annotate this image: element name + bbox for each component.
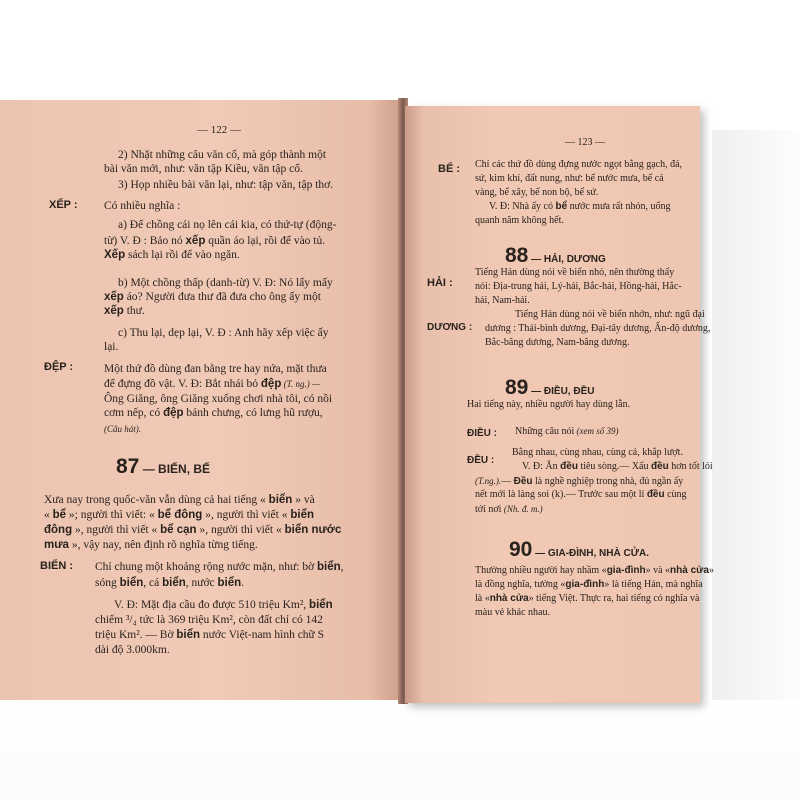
entry-headword-deu: ĐỀU : xyxy=(467,455,495,466)
entry-headword-duong: DƯƠNG : xyxy=(427,322,473,333)
text-line: Xưa nay trong quốc-văn vẫn dùng cả hai tiếng « biển » và xyxy=(44,494,315,506)
entry-headword-be: BỂ : xyxy=(438,163,460,175)
page-number: — 123 — xyxy=(565,137,605,148)
section-heading-87: 87 — BIỂN, BỂ xyxy=(116,455,211,478)
text-line: quanh năm không hết. xyxy=(475,215,564,226)
text-line: sóng biển, cá biển, nước biển. xyxy=(95,577,245,589)
text-line: b) Một chồng thấp (danh-từ) V. Đ: Nó lấy mấy xyxy=(118,277,333,289)
left-page xyxy=(0,100,400,700)
entry-headword-dep: ĐỆP : xyxy=(44,361,74,373)
text-line: « bể »; người thì viết: « bể đông », người thì viết « biển xyxy=(44,509,314,521)
text-line: Những câu nói (xem số 39) xyxy=(515,426,619,437)
text-line: (Câu hát). xyxy=(104,424,141,434)
text-line: 3) Họp nhiều bài văn lại, như: tập văn, tập thơ. xyxy=(118,179,334,191)
text-line: mưa », vậy nay, nên định rõ nghĩa từng tiếng. xyxy=(44,539,258,551)
text-line: là đồng nghĩa, tưởng «gia-đình» là tiếng Hán, mà nghĩa xyxy=(475,579,703,590)
text-line: đông », người thì viết « bể cạn », người thì viết « biển nước xyxy=(44,524,342,536)
text-line: Tiếng Hán dùng nói về biển nhớn, như: ngũ đại xyxy=(515,309,705,320)
text-line: tới nơi (Nh. đ. m.) xyxy=(475,504,543,515)
text-line: Xếp sách lại rồi để vào ngăn. xyxy=(104,249,240,261)
text-line: Bằng nhau, cùng nhau, cùng cả, khắp lượt. xyxy=(512,447,683,458)
text-line: chiếm ³/₄ tức là 369 triệu Km², còn đất chỉ có 142 xyxy=(95,614,323,626)
text-line: bài văn mới, như: văn tập Kiều, văn tập cổ. xyxy=(104,163,303,175)
text-line: Thường nhiều người hay nhầm «gia-đình» và «nhà cửa» xyxy=(475,565,714,576)
text-line: V. Đ: Mặt địa cầu đo được 510 triệu Km², biển xyxy=(114,599,333,611)
background-surface xyxy=(712,130,800,700)
text-line: màu vẻ khác nhau. xyxy=(475,607,550,618)
text-line: nết mới là làng soi (k).— Trước sau một lỉ đều cùng xyxy=(475,489,687,500)
text-line: Hai tiếng này, nhiều người hay dùng lẫn. xyxy=(467,399,631,410)
text-line: cơm nếp, có đệp bánh chưng, có lưng hũ rượu, xyxy=(104,407,323,419)
section-heading-90: 90 — GIA-ĐÌNH, NHÀ CỬA. xyxy=(509,538,649,561)
section-heading-88: 88 — HẢI, DƯƠNG xyxy=(505,244,606,267)
text-line: Có nhiều nghĩa : xyxy=(104,200,181,212)
right-page xyxy=(405,106,714,703)
text-line: Chỉ chung một khoảng rộng nước mặn, như: bờ biển, xyxy=(95,561,344,573)
text-line: sứ, kim khí, đất nung, như: bể nước mưa, bể cá xyxy=(475,173,664,184)
text-line: dương : Thái-bình dương, Đại-tây dương, Ấn-độ dương, xyxy=(485,323,711,334)
text-line: triệu Km². — Bờ biển nước Việt-nam hình chữ S xyxy=(95,629,325,641)
entry-headword-xep: XẾP : xyxy=(49,199,78,211)
table-surface xyxy=(0,700,800,800)
text-line: Tiếng Hán dùng nói về biển nhỏ, nên thường thấy xyxy=(475,267,675,278)
text-line: xếp thư. xyxy=(104,305,145,317)
text-line: từ) V. Đ : Bảo nó xếp quần áo lại, rồi để vào tủ. xyxy=(104,235,326,247)
text-line: V. Đ: Ăn đều tiêu sòng.— Xấu đều hơn tốt lỏi xyxy=(522,461,713,472)
text-line: xếp áo? Người đưa thư đã đưa cho ông ấy một xyxy=(104,291,321,303)
text-line: là «nhà cửa» tiếng Việt. Thực ra, hai tiếng có nghĩa và xyxy=(475,593,700,604)
text-line: 2) Nhặt những câu văn cổ, mà góp thành một xyxy=(118,149,327,161)
text-line: dài độ 3.000km. xyxy=(95,644,170,656)
text-line: (T.ng.).— Đều là nghề nghiệp trong nhà, đủ ngần ấy xyxy=(475,476,684,487)
entry-headword-bien: BIỂN : xyxy=(40,560,73,572)
page-number: — 122 — xyxy=(197,124,241,136)
text-line: a) Để chồng cái nọ lên cái kia, có thứ-tự (động- xyxy=(118,219,337,231)
text-line: Chỉ các thứ đồ dùng đựng nước ngọt bằng gạch, đá, xyxy=(475,159,683,170)
text-line: Bắc-băng dương, Nam-băng dương. xyxy=(485,337,630,348)
section-heading-89: 89 — ĐIỀU, ĐỀU xyxy=(505,376,595,399)
text-line: vàng, bể xây, bể non bộ, bể sứ. xyxy=(475,187,599,198)
text-line: lại. xyxy=(104,341,119,353)
text-line: c) Thu lại, dẹp lại, V. Đ : Anh hãy xếp việc ấy xyxy=(118,327,329,339)
entry-headword-dieu: ĐIỀU : xyxy=(467,428,497,439)
text-line: Ông Giăng, ông Giăng xuống chơi nhà tôi, có nồi xyxy=(104,393,333,405)
text-line: để đựng đồ vật. V. Đ: Bắt nhái bỏ đệp (T. ng.) — xyxy=(104,378,320,390)
text-line: Một thứ đồ dùng đan bằng tre hay nứa, mặt thưa xyxy=(104,363,327,375)
text-line: nói: Địa-trung hải, Lý-hải, Bắc-hải, Hồng-hải, Hắc- xyxy=(475,281,682,292)
entry-headword-hai: HẢI : xyxy=(427,277,453,289)
text-line: V. Đ: Nhà ấy có bể nước mưa rất nhỏn, uống xyxy=(489,201,671,212)
text-line: hải, Nam-hải. xyxy=(475,295,530,306)
